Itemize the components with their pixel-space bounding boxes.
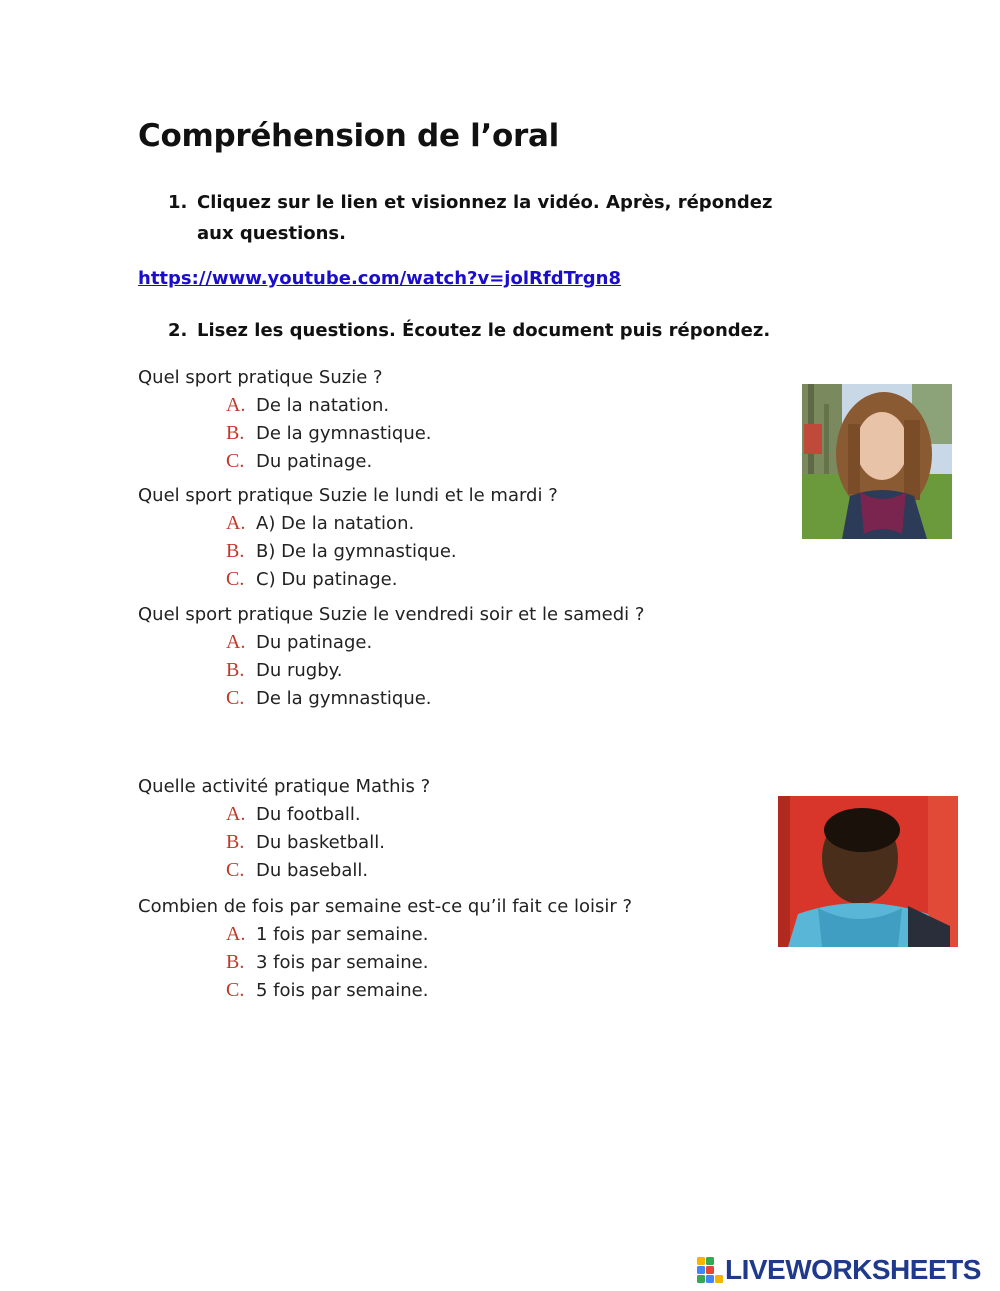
- option-text: De la gymnastique.: [256, 423, 432, 444]
- logo-text: LIVEWORKSHEETS: [725, 1254, 981, 1285]
- answer-option[interactable]: [226, 951, 428, 974]
- option-text: Du patinage.: [256, 632, 373, 653]
- option-text: 3 fois par semaine.: [256, 952, 429, 973]
- option-text: Du football.: [256, 804, 361, 825]
- option-text: Du baseball.: [256, 860, 369, 881]
- answer-option[interactable]: [226, 540, 457, 563]
- answer-option[interactable]: [226, 631, 372, 654]
- option-letter: A.: [226, 631, 246, 653]
- option-letter: C.: [226, 979, 245, 1001]
- question-3: Quel sport pratique Suzie le vendredi soir et le samedi ?: [138, 604, 645, 625]
- question-5: Combien de fois par semaine est-ce qu’il fait ce loisir ?: [138, 896, 633, 917]
- option-text: A) De la natation.: [256, 513, 415, 534]
- instruction-number: 2.: [168, 320, 188, 341]
- option-letter: C.: [226, 687, 245, 709]
- option-letter: C.: [226, 568, 245, 590]
- option-text: 1 fois par semaine.: [256, 924, 429, 945]
- video-link[interactable]: https://www.youtube.com/watch?v=jolRfdTrgn8: [138, 268, 621, 289]
- option-letter: B.: [226, 422, 245, 444]
- option-text: 5 fois par semaine.: [256, 980, 429, 1001]
- option-text: C) Du patinage.: [256, 569, 398, 590]
- photo-suzie: [802, 384, 952, 539]
- option-text: B) De la gymnastique.: [256, 541, 457, 562]
- option-letter: A.: [226, 923, 246, 945]
- answer-option[interactable]: [226, 568, 397, 591]
- option-letter: B.: [226, 659, 245, 681]
- option-letter: C.: [226, 859, 245, 881]
- answer-option[interactable]: [226, 803, 361, 826]
- option-text: De la gymnastique.: [256, 688, 432, 709]
- option-letter: A.: [226, 512, 246, 534]
- option-text: De la natation.: [256, 395, 390, 416]
- option-text: Du basketball.: [256, 832, 385, 853]
- instruction-number: 1.: [168, 192, 188, 213]
- option-text: Du rugby.: [256, 660, 343, 681]
- instruction-2: [168, 315, 808, 346]
- instruction-1: [168, 187, 808, 249]
- answer-option[interactable]: [226, 450, 372, 473]
- option-letter: C.: [226, 450, 245, 472]
- answer-option[interactable]: [226, 831, 385, 854]
- page-title: Compréhension de l’oral: [138, 118, 559, 154]
- answer-option[interactable]: [226, 422, 432, 445]
- photo-mathis: [778, 796, 958, 947]
- option-text: Du patinage.: [256, 451, 373, 472]
- liveworksheets-logo-icon: [697, 1257, 723, 1283]
- question-2: Quel sport pratique Suzie le lundi et le mardi ?: [138, 485, 558, 506]
- option-letter: A.: [226, 394, 246, 416]
- answer-option[interactable]: [226, 659, 342, 682]
- answer-option[interactable]: [226, 859, 368, 882]
- option-letter: B.: [226, 951, 245, 973]
- answer-option[interactable]: [226, 923, 428, 946]
- answer-option[interactable]: [226, 979, 428, 1002]
- question-1: Quel sport pratique Suzie ?: [138, 367, 383, 388]
- answer-option[interactable]: [226, 394, 389, 417]
- instruction-text: Cliquez sur le lien et visionnez la vidéo. Après, répondez aux questions.: [197, 192, 773, 244]
- answer-option[interactable]: [226, 687, 432, 710]
- option-letter: B.: [226, 540, 245, 562]
- answer-option[interactable]: [226, 512, 414, 535]
- option-letter: B.: [226, 831, 245, 853]
- instruction-text: Lisez les questions. Écoutez le document puis répondez.: [197, 320, 771, 341]
- option-letter: A.: [226, 803, 246, 825]
- liveworksheets-logo: [697, 1255, 981, 1285]
- question-4: Quelle activité pratique Mathis ?: [138, 776, 431, 797]
